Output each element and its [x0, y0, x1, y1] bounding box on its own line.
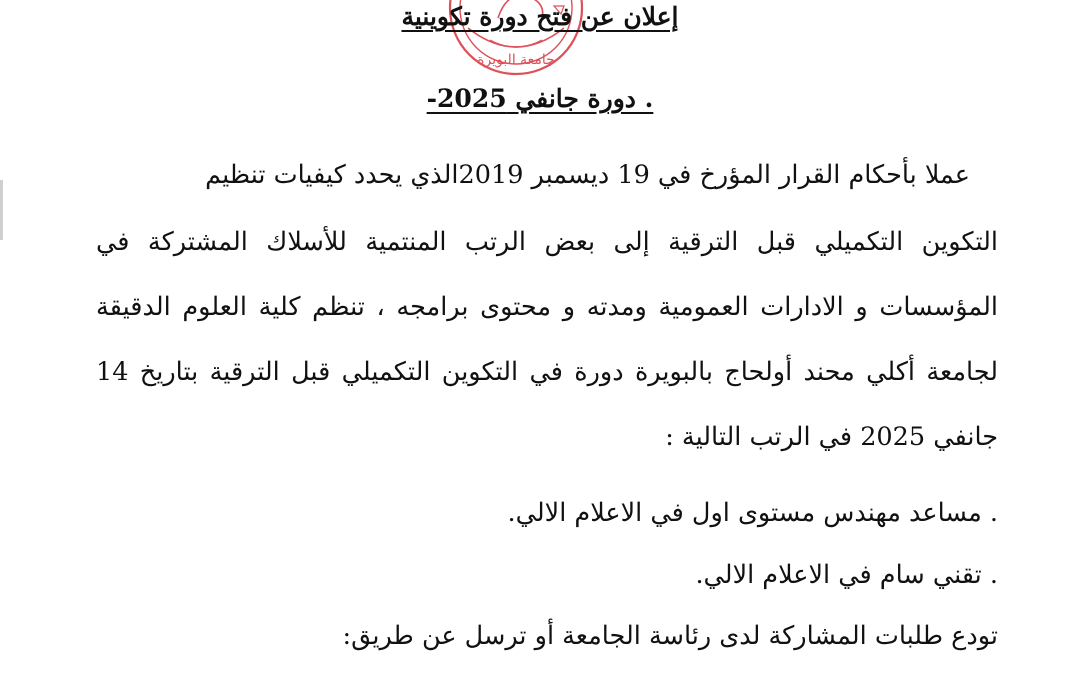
- body-line-2: التكوين التكميلي قبل الترقية إلى بعض الرتب المنتمية للأسلاك المشتركة في: [96, 227, 998, 257]
- stamp-text: جامعة البويرة: [477, 52, 555, 68]
- grade-item-2: . تقني سام في الاعلام الالي.: [695, 560, 998, 590]
- grade-item-1: . مساعد مهندس مستوى اول في الاعلام الالي.: [507, 498, 998, 528]
- session-subtitle: . دورة جانفي 2025-: [426, 84, 654, 113]
- submission-line: تودع طلبات المشاركة لدى رئاسة الجامعة أو ترسل عن طريق:: [342, 621, 998, 651]
- body-line-1: عملا بأحكام القرار المؤرخ في 19 ديسمبر 2019الذي يحدد كيفيات تنظيم: [205, 160, 970, 190]
- scan-edge-mark: [0, 180, 3, 240]
- body-line-3: المؤسسات و الادارات العمومية ومدته و محتوى برامجه ، تنظم كلية العلوم الدقيقة: [96, 292, 998, 322]
- body-line-4: لجامعة أكلي محند أولحاج بالبويرة دورة في التكوين التكميلي قبل الترقية بتاريخ 14: [96, 357, 998, 387]
- body-line-5: جانفي 2025 في الرتب التالية :: [665, 422, 998, 452]
- announcement-title: إعلان عن فتح دورة تكوينية: [401, 2, 679, 31]
